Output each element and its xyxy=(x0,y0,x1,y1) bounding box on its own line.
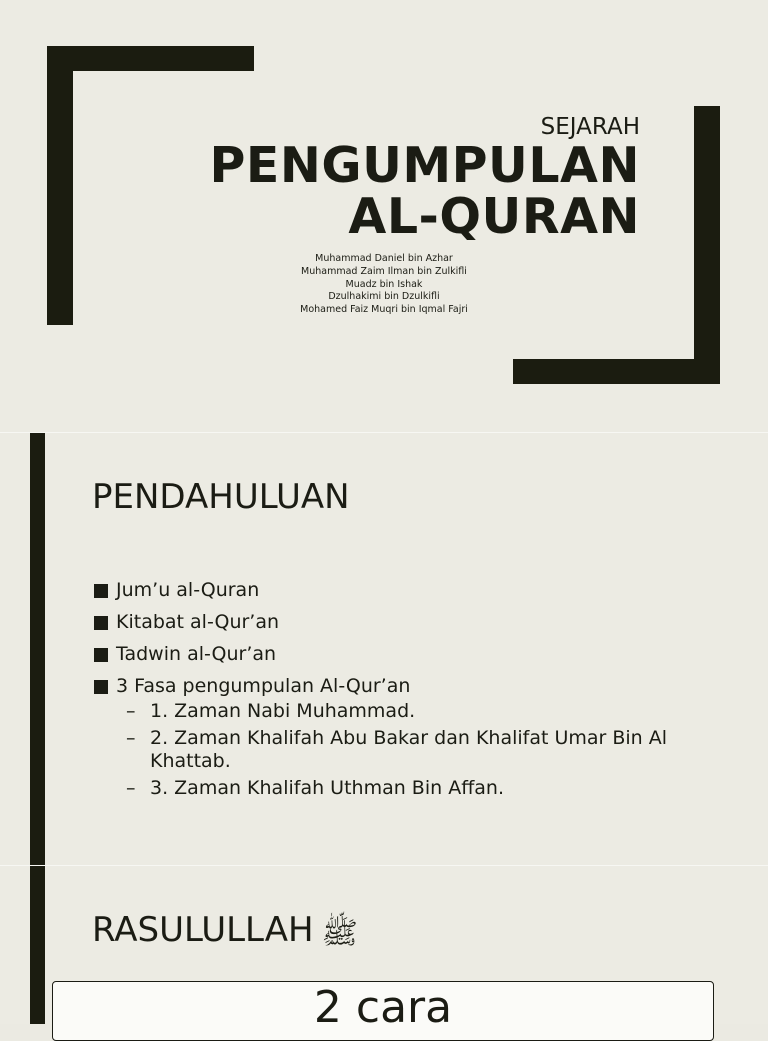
left-accent-bar xyxy=(30,866,45,1024)
square-bullet-icon xyxy=(94,648,108,662)
section-title: RASULULLAH ﷺ xyxy=(92,910,358,951)
dash-marker: – xyxy=(126,700,136,722)
slide-subtitle: SEJARAH xyxy=(540,114,640,140)
square-bullet-icon xyxy=(94,680,108,694)
frame-top-left-vertical xyxy=(47,46,73,325)
slide-title-line-2: AL-QURAN xyxy=(348,188,640,245)
left-accent-bar xyxy=(30,433,45,865)
bullet-list xyxy=(92,578,692,808)
box-heading: 2 cara xyxy=(313,982,453,1033)
bullet-item: Tadwin al-Qur’an xyxy=(92,642,692,666)
author-name: Dzulhakimi bin Dzulkifli xyxy=(328,291,440,303)
sub-bullet-item: – 3. Zaman Khalifah Uthman Bin Affan. xyxy=(126,777,505,799)
author-name: Muadz bin Ishak xyxy=(345,278,423,290)
author-name: Mohamed Faiz Muqri bin Iqmal Fajri xyxy=(300,304,468,316)
slide-title-line-1: PENGUMPULAN xyxy=(209,137,640,194)
author-name: Muhammad Zaim Ilman bin Zulkifli xyxy=(301,265,467,277)
square-bullet-icon xyxy=(94,584,108,598)
bullet-item: Kitabat al-Qur’an xyxy=(92,610,692,634)
sub-bullet-item: – 2. Zaman Khalifah Abu Bakar dan Khalifat Umar Bin Al Khattab. xyxy=(126,727,668,772)
sub-bullet-item: – 1. Zaman Nabi Muhammad. xyxy=(126,700,416,722)
section-title: PENDAHULUAN xyxy=(92,477,350,517)
title-slide xyxy=(0,0,768,432)
frame-bottom-right-horizontal xyxy=(513,359,720,384)
bullet-item: Jum’u al-Quran xyxy=(92,578,692,602)
slide-title xyxy=(209,137,640,245)
bullet-item: 3 Fasa pengumpulan Al-Qur’an – 1. Zaman Nabi Muhammad. – 2. Zaman Khalifah Abu Bakar dan Khalifat Umar Bin Al Khattab. – 3. Zaman Khalifah Uthman Bin Affan. xyxy=(92,674,692,800)
square-bullet-icon xyxy=(94,616,108,630)
dash-marker: – xyxy=(126,777,136,799)
frame-top-left-horizontal xyxy=(47,46,254,71)
dash-marker: – xyxy=(126,727,136,749)
frame-bottom-right-vertical xyxy=(694,106,720,384)
author-list xyxy=(234,253,534,317)
content-box xyxy=(52,981,714,1041)
author-name: Muhammad Daniel bin Azhar xyxy=(315,253,453,264)
salawat-glyph: ﷺ xyxy=(321,916,358,951)
sub-bullet-list xyxy=(116,700,692,800)
